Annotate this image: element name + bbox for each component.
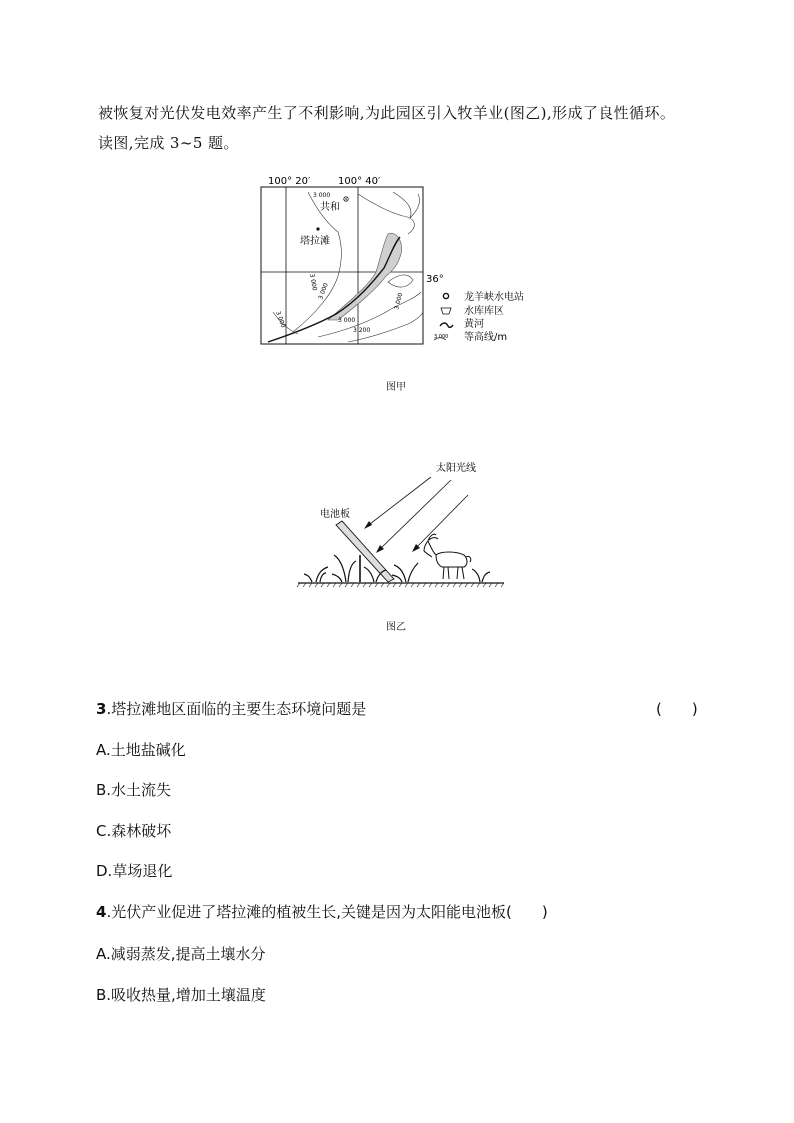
contour-label-top: 3 000 xyxy=(313,192,331,199)
contour-6 xyxy=(388,275,413,287)
question-3-answer-bracket: ( ) xyxy=(656,700,698,718)
sun-ray-1-arrow xyxy=(364,521,372,529)
place-talatan: 塔拉滩 xyxy=(300,236,330,247)
diagram-figure-yi xyxy=(296,455,506,595)
question-3-option-b[interactable]: B.水土流失 xyxy=(96,781,172,799)
station-symbol xyxy=(443,293,448,298)
lat-label: 36° xyxy=(426,274,444,285)
sun-ray-1 xyxy=(366,477,431,527)
panel-label: 电池板 xyxy=(320,509,350,520)
sun-ray-3 xyxy=(414,495,468,550)
contour-label-edge: 3 000 xyxy=(274,310,287,329)
reservoir-area xyxy=(328,233,405,320)
question-4-text: .光伏产业促进了塔拉滩的植被生长,关键是因为太阳能电池板( ) xyxy=(106,903,548,921)
caption-yi: 图乙 xyxy=(386,622,406,633)
question-3-option-d[interactable]: D.草场退化 xyxy=(96,862,173,880)
grass-2 xyxy=(332,555,356,582)
grass-4 xyxy=(392,563,418,582)
river-line xyxy=(268,237,400,342)
grass-1 xyxy=(304,567,328,582)
legend-contour-label: 等高线/m xyxy=(464,332,508,343)
map-figure-jia xyxy=(258,172,548,347)
river-symbol xyxy=(440,323,453,327)
contour-label-low: 3 200 xyxy=(353,327,371,334)
question-3-stem xyxy=(96,698,366,719)
contour-2 xyxy=(358,194,414,234)
contour-label-left: 3 000 xyxy=(308,273,318,292)
goat-icon xyxy=(424,534,471,579)
legend-station-label: 龙羊峡水电站 xyxy=(464,292,524,303)
question-3-text: .塔拉滩地区面临的主要生态环境问题是 xyxy=(106,700,367,718)
legend-river-label: 黄河 xyxy=(464,319,484,330)
intro-text xyxy=(98,98,718,158)
question-4-stem xyxy=(96,901,548,922)
intro-line-1: 被恢复对光伏发电效率产生了不利影响,为此园区引入牧羊业(图乙),形成了良性循环。 xyxy=(98,104,676,122)
question-3-option-a[interactable]: A.土地盐碱化 xyxy=(96,741,186,759)
reservoir-symbol xyxy=(441,308,451,314)
question-4-option-b[interactable]: B.吸收热量,增加土壤温度 xyxy=(96,986,266,1004)
caption-jia: 图甲 xyxy=(386,382,406,393)
contour-1 xyxy=(293,192,341,332)
lon-label-2: 100° 40′ xyxy=(338,176,381,187)
intro-line-2: 读图,完成 3~5 题。 xyxy=(98,134,239,152)
contour-label-bottom: 3 000 xyxy=(338,317,356,324)
legend-reservoir-label: 水库库区 xyxy=(464,306,504,317)
sunlight-label: 太阳光线 xyxy=(436,463,476,474)
talatan-dot xyxy=(316,227,319,230)
contour-label-mid2: 3 000 xyxy=(393,292,405,311)
gonghe-dot xyxy=(345,198,347,200)
question-4-number: 4 xyxy=(96,903,107,921)
sun-ray-2 xyxy=(378,480,451,551)
place-gonghe: 共和 xyxy=(320,202,340,213)
legend-contour-value: 3 000 xyxy=(434,334,449,340)
question-3-number: 3 xyxy=(96,700,107,718)
grass-5 xyxy=(472,569,490,582)
question-3-option-c[interactable]: C.森林破坏 xyxy=(96,822,172,840)
question-4-option-a[interactable]: A.减弱蒸发,提高土壤水分 xyxy=(96,945,266,963)
lon-label-1: 100° 20′ xyxy=(268,176,311,187)
contour-label-mid: 3 000 xyxy=(317,282,330,301)
